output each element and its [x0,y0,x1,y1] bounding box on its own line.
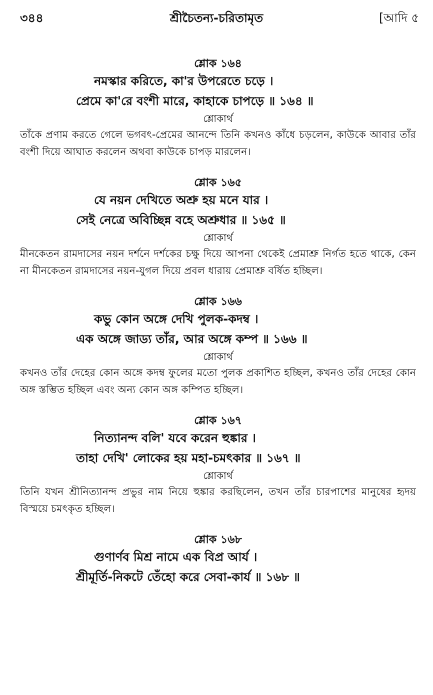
verse-block-168 [20,532,416,587]
verse-heading: শ্লোক ১৬৬ [194,295,242,308]
translation-label: শ্লোকার্থ [203,352,233,363]
translation-text: তিনি যখন শ্রীনিত্যানন্দ প্রভুর নাম নিয়ে হুঙ্কার করছিলেন, তখন তাঁর চারপাশের মানুষের হৃদয় বিস্ময়ে চমৎকৃত হচ্ছিল। [20,487,416,515]
verse-line: সেই নেত্রে অবিচ্ছিন্ন বহে অশ্রুধার ॥ ১৬৫ ॥ [76,213,286,227]
verse-heading: শ্লোক ১৬৮ [194,533,242,546]
verse-block-167 [20,413,416,518]
verse-line: প্রেমে কা'রে বংশী মারে, কাহাকে চাপড়ে ॥ ১৬৪ ॥ [76,94,314,108]
page-content [20,56,416,601]
translation-text: কখনও তাঁর দেহের কোন অঙ্গে কদম্ব ফুলের মতো পুলক প্রকাশিত হচ্ছিল, কখনও তাঁর দেহের কোন অঙ্গ স্তম্ভিত হচ্ছিল এবং অন্য কোন অঙ্গ কম্পিত হচ্ছিল। [20,368,416,396]
translation-text: তাঁকে প্রণাম করতে গেলে ভগবৎ-প্রেমের আনন্দে তিনি কখনও কাঁধে চড়লেন, কাউকে আবার তাঁর বংশী দিয়ে আঘাত করলেন অথবা কাউকে চাপড় মারলেন। [20,130,416,158]
verse-line: যে নয়ন দেখিতে অশ্রু হয় মনে যার । [94,193,269,207]
verse-block-165 [20,175,416,280]
verse-heading: শ্লোক ১৬৭ [194,414,242,427]
verse-heading: শ্লোক ১৬৪ [194,57,242,70]
verse-line: গুণার্ণব মিশ্র নামে এক বিপ্র আর্য । [94,550,258,564]
verse-block-164 [20,56,416,161]
verse-line: তাহা দেখি' লোকের হয় মহা-চমৎকার ॥ ১৬৭ ॥ [76,451,301,465]
verse-heading: শ্লোক ১৬৫ [194,176,242,189]
verse-line: এক অঙ্গে জাড্য তাঁর, আর অঙ্গে কম্প ॥ ১৬৬ ॥ [76,332,308,346]
translation-label: শ্লোকার্থ [203,233,233,244]
page-number: ৩৪৪ [20,11,44,25]
verse-line: শ্রীমূর্তি-নিকটে তেঁহো করে সেবা-কার্য ॥ ১৬৮ ॥ [76,570,300,584]
section-label: [আদি ৫ [378,11,419,25]
verse-line: নিত্যানন্দ বলি' যবে করেন হুঙ্কার । [94,431,256,445]
translation-label: শ্লোকার্থ [203,471,233,482]
translation-label: শ্লোকার্থ [203,114,233,125]
translation-text: মীনকেতন রামদাসের নয়ন দর্শনে দর্শকের চক্ষু দিয়ে আপনা থেকেই প্রেমাশ্রু নির্গত হতে থাকে, কেন না মীনকেতন রামদাসের নয়ন-যুগল দিয়ে প্রবল ধারায় প্রেমাশ্রু বর্ষিত হচ্ছিল। [20,249,416,277]
verse-line: নমস্কার করিতে, কা'র উপরেতে চড়ে । [94,74,274,88]
running-header [0,10,433,32]
verse-line: কভু কোন অঙ্গে দেখি পুলক-কদম্ব । [94,312,259,326]
book-title: শ্রীচৈতন্য-চরিতামৃত [169,11,264,25]
verse-block-166 [20,294,416,399]
